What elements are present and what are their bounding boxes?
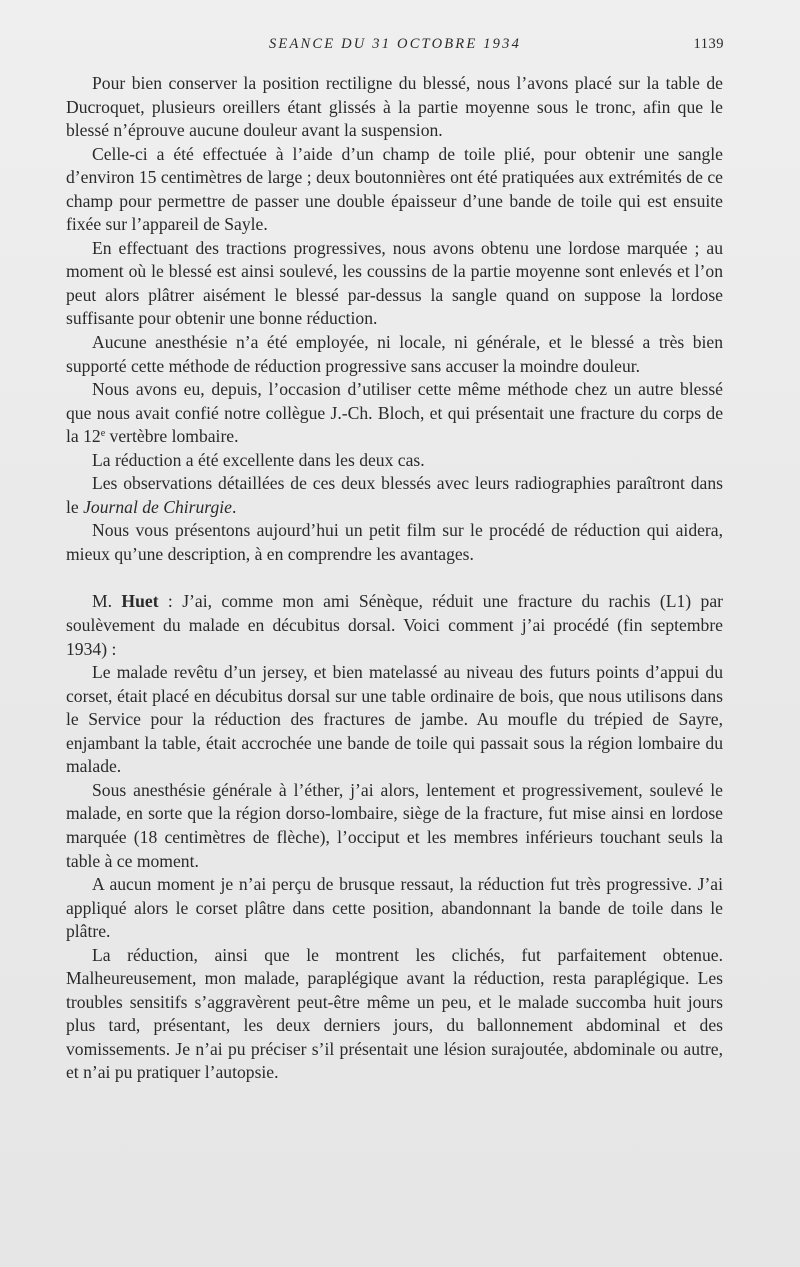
paragraph: Nous vous présentons aujourd’hui un petit film sur le procédé de réduction qui aidera, mieux qu’une description, à en comprendre les avantages.: [66, 520, 723, 564]
speaker-prefix: M.: [92, 591, 122, 612]
paragraph: Aucune anesthésie n’a été employée, ni locale, ni générale, et le blessé a très bien supporté cette méthode de réduction progressive sans accuser la moindre douleur.: [66, 332, 723, 376]
paragraph-text: Les observations détaillées de ces deux blessés avec leurs radiographies paraîtront dans le: [66, 473, 723, 517]
paragraph: [66, 472, 723, 519]
body-text: [66, 72, 723, 1085]
paragraph: En effectuant des tractions progressives, nous avons obtenu une lordose marquée ; au moment où le blessé est ainsi soulevé, les coussins de la partie moyenne sont enlevés et l’on peut alors plâtrer aisément le blessé par-dessus la sangle quand on suppose la lordose suffisante pour obtenir une bonne réduction.: [66, 237, 723, 329]
page-number: 1139: [693, 36, 724, 52]
running-title: SEANCE DU 31 OCTOBRE 1934: [268, 36, 522, 52]
paragraph: La réduction a été excellente dans les deux cas.: [92, 449, 425, 470]
paragraph: [66, 378, 723, 449]
paragraph-text: Nous avons eu, depuis, l’occasion d’utiliser cette même méthode chez un autre blessé que nous avait confié notre collègue J.-Ch. Bloch, et qui présentait une fracture du corps de la 12: [66, 379, 723, 447]
paragraph: Sous anesthésie générale à l’éther, j’ai alors, lentement et progressivement, soulevé le malade, en sorte que la région dorso-lombaire, siège de la fracture, fut mise ainsi en lordose marquée (18 centimètres de flèche), l’occiput et les membres inférieurs touchant seuls la table à ce moment.: [66, 779, 723, 871]
ordinal-superscript: e: [100, 428, 106, 440]
page-header: [66, 36, 724, 58]
journal-title: Journal de Chirurgie: [83, 496, 232, 517]
huet-intro-paragraph: [66, 590, 723, 661]
paragraph: A aucun moment je n’ai perçu de brusque ressaut, la réduction fut très progressive. J’ai appliqué alors le corset plâtre dans cette position, abandonnant la bande de toile dans le plâtre.: [66, 874, 723, 942]
paragraph: Pour bien conserver la position rectiligne du blessé, nous l’avons placé sur la table de Ducroquet, plusieurs oreillers étant glissés à la partie moyenne sous le tronc, afin que le blessé n’éprouve aucune douleur avant la suspension.: [66, 73, 723, 141]
paragraph: Celle-ci a été effectuée à l’aide d’un champ de toile plié, pour obtenir une sangle d’environ 15 centimètres de large ; deux boutonnières ont été pratiquées aux extrémités de ce champ pour permettre de passer une double épaisseur d’une bande de toile qui est ensuite fixée sur l’appareil de Sayle.: [66, 143, 723, 235]
paragraph: Le malade revêtu d’un jersey, et bien matelassé au niveau des futurs points d’appui du corset, était placé en décubitus dorsal sur une table ordinaire de bois, que nous utilisons dans le Service pour la réduction des fractures de jambe. Au moufle du trépied de Sayre, enjambant la table, était accrochée une bande de toile qui passait sous la région lombaire du malade.: [66, 662, 723, 777]
paragraph: La réduction, ainsi que le montrent les clichés, fut parfaitement obtenue. Malheureusement, mon malade, paraplégique avant la réduction, resta paraplégique. Les troubles sensitifs s’aggravèrent peut-être même un peu, et le malade succomba huit jours plus tard, présentant, les deux derniers jours, du ballonnement abdominal et des vomissements. Je n’ai pu préciser s’il présentait une lésion surajoutée, abdominale ou autre, et n’ai pu pratiquer l’autopsie.: [66, 944, 723, 1083]
speaker-name: Huet: [121, 591, 159, 612]
paragraph-text: vertèbre lombaire.: [105, 426, 239, 447]
paragraph-text: .: [232, 496, 237, 517]
paragraph-text: : J’ai, comme mon ami Sénèque, réduit une fracture du rachis (L1) par soulèvement du malade en décubitus dorsal. Voici comment j’ai procédé (fin septembre 1934) :: [66, 591, 723, 659]
